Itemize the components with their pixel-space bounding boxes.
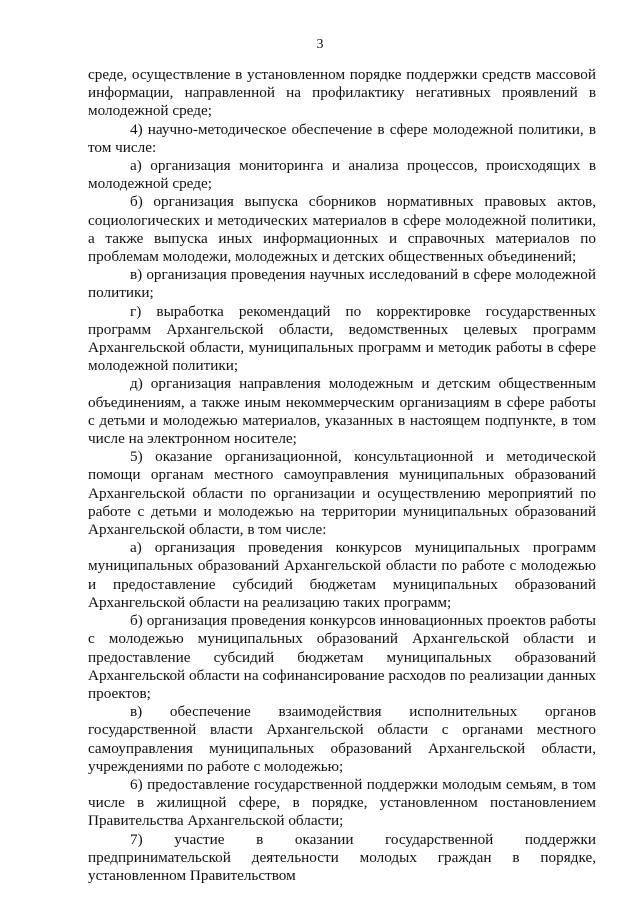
paragraph-12: 6) предоставление государственной поддержки молодым семьям, в том числе в жилищной сфере, в порядке, установленном постановлением Правительства Архангельской области;: [88, 775, 596, 830]
paragraph-10: б) организация проведения конкурсов инновационных проектов работы с молодежью муниципальных образований Архангельской области и предоставление субсидий бюджетам муниципальных образований Архангельской области на софинансирование расходов по реализации данных проектов;: [88, 612, 596, 702]
paragraph-7: д) организация направления молодежным и детским общественным объединениям, а также иным некоммерческим организациям в сфере работы с детьми и молодежью материалов, указанных в настоящем подпункте, в том числе на электронном носителе;: [88, 375, 596, 448]
paragraph-5: в) организация проведения научных исследований в сфере молодежной политики;: [88, 266, 596, 302]
paragraph-13: 7) участие в оказании государственной поддержки предпринимательской деятельности молодых граждан в порядке, установленном Правительством: [88, 830, 596, 884]
paragraph-9: а) организация проведения конкурсов муниципальных программ муниципальных образований Архангельской области по работе с молодежью и предоставление субсидий бюджетам муниципальных образований Архангельской области на реализацию таких программ;: [88, 539, 596, 611]
paragraph-4: б) организация выпуска сборников нормативных правовых актов, социологических и методических материалов в сфере молодежной политики, а также выпуска иных информационных и справочных материалов по проблемам молодежи, молодежных и детских общественных объединений;: [88, 193, 596, 266]
paragraph-3: а) организация мониторинга и анализа процессов, происходящих в молодежной среде;: [88, 157, 596, 193]
page-number: 3: [316, 37, 324, 52]
paragraph-2: 4) научно-методическое обеспечение в сфере молодежной политики, в том числе:: [88, 120, 596, 156]
paragraph-6: г) выработка рекомендаций по корректировке государственных программ Архангельской области, ведомственных целевых программ Архангельской области, муниципальных программ и методик работы в сфере молодежной политики;: [88, 302, 596, 375]
paragraph-11: в) обеспечение взаимодействия исполнительных органов государственной власти Архангельской области с органами местного самоуправления муниципальных образований Архангельской области, учреждениями по работе с молодежью;: [88, 703, 596, 775]
paragraph-1: среде, осуществление в установленном порядке поддержки средств массовой информации, направленной на профилактику негативных проявлений в молодежной среде;: [88, 66, 596, 120]
paragraph-8: 5) оказание организационной, консультационной и методической помощи органам местного самоуправления муниципальных образований Архангельской области по организации и осуществлению мероприятий по работе с детьми и молодежью на территории муниципальных образований Архангельской области, в том числе:: [88, 448, 596, 539]
document-body: [88, 66, 596, 885]
